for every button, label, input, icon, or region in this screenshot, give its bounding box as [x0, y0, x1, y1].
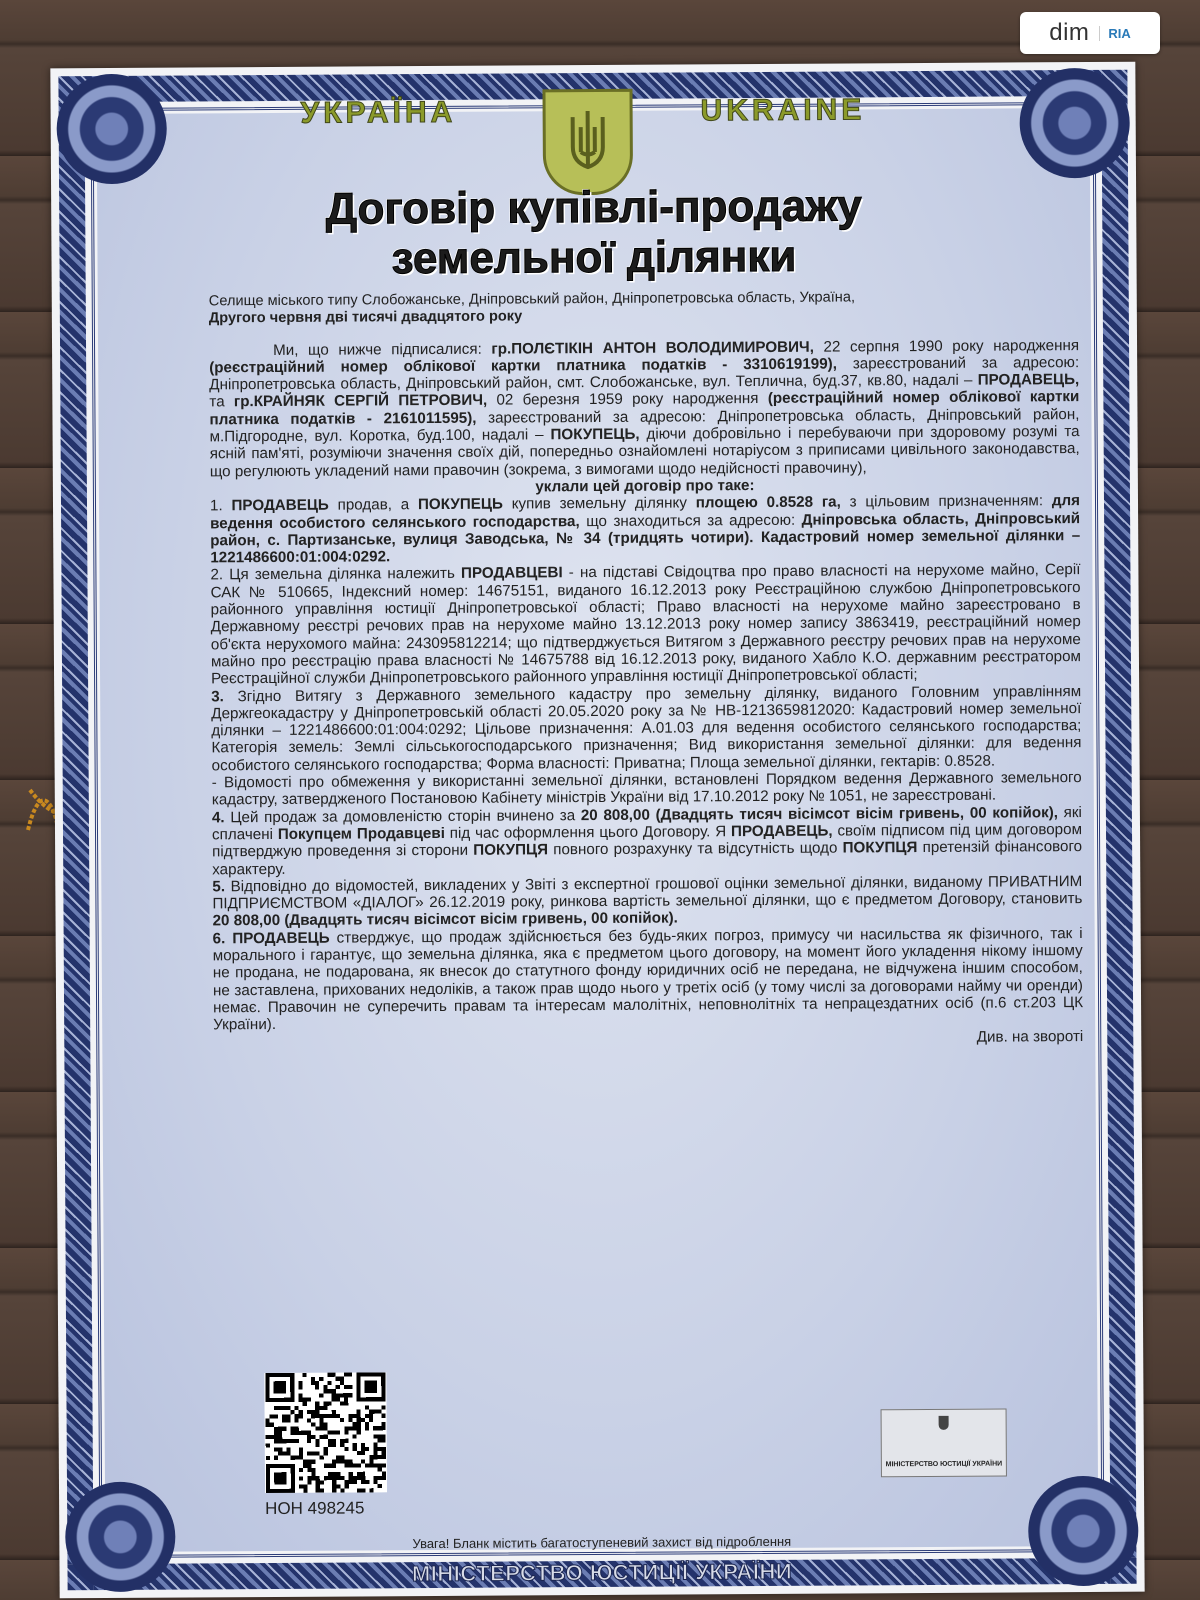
clause-paragraph: [213, 925, 1084, 1034]
intro-run: (реєстраційний номер облікової картки платника податків - 3310619199),: [209, 355, 837, 377]
clause-run: 4.: [211, 808, 225, 826]
clause-run: стверджує, що продаж здійснюється без будь-яких погроз, примусу чи насильства як фізичного, так і морального і гарантує, що земельна ділянка, яка є предметом цього договору, на момент його укладення нікому іншому не продана, не подарована, як внесок до статутного фонду юридичних осіб не передана, не відчужена іншим способом, не заставлена, прихованих недоліків, а також прав щодо нього у третіх осіб (у тому числі за договорами найму чи оренди) немає. Правочин не суперечить правам та інтересам малолітніх, неповнолітніх та непрацездатних осіб (п.6 ст.203 ЦК України).: [212, 924, 1084, 1034]
hologram-stamp: [881, 1409, 1007, 1478]
intro-paragraph: [209, 337, 1080, 481]
intro-run: зареєстрований за адресою: Дніпропетровська область, Дніпровський район, м.Підгородне, вул. Коротка, буд.100, надалі –: [209, 405, 1080, 446]
place-line: Селище міського типу Слобожанське, Дніпровський район, Дніпропетровська область, Україна,: [208, 289, 856, 310]
clause-run: 20 808,00 (Двадцять тисяч вісімсот вісім гривень, 00 копійок).: [212, 909, 678, 930]
clause-run: 6. ПРОДАВЕЦЬ: [212, 929, 330, 948]
clause-paragraph: [210, 492, 1080, 567]
qr-code-icon: [264, 1372, 387, 1493]
corner-ornament-icon: [56, 74, 167, 185]
clause-run: під час оформлення цього Договору. Я: [444, 823, 732, 842]
clause-run: - Відомості про обмеження у використанні земельної ділянки, встановлені Порядком ведення Державного земельного кадастру, затвердженого Постановою Кабінету міністрів України від 17.10.2012 року № 1051, не зареєстровані.: [211, 769, 1082, 809]
clause-run: продав, а: [328, 496, 419, 514]
clause-run: - на підставі Свідоцтва про право власності на нерухоме майно, Серії САК № 510665, Індексний номер: 14675151, виданого 16.12.2013 року Реєстраційною службою Дніпропетровського районного управління юстиції Дніпропетровської області; Право власності на нерухоме майно зареєстровано в Державному реєстрі речових прав на нерухоме майно 13.12.2013 року номер запису 3863419, реєстраційний номер об'єкта нерухомого майна: 243095812214; що підтверджується Витягом з Державного реєстру речових прав на нерухоме майно про реєстрацію права власності № 14675788 від 16.12.2013 року, виданого Хабло К.О. державним реєстратором Реєстраційної служби Дніпропетровського районного управління юстиції Дніпропетровської області;: [210, 561, 1082, 688]
clause-paragraph: [211, 683, 1082, 775]
corner-ornament-icon: [1019, 68, 1130, 179]
intro-run: (реєстраційний номер облікової картки платника податків - 2161011595),: [209, 388, 1080, 429]
clause-run: 1.: [209, 497, 232, 515]
contract-body: [209, 288, 1084, 1051]
clause-run: Згідно Витягу з Державного земельного кадастру про земельну ділянку, виданого Головним управлінням Держгеокадастру у Дніпропетровській області 20.05.2020 року за № НВ-1213659812020: Кадастровий номер земельної ділянки – 1221486600:01:004:0292; Цільове призначення: А.01.03 для ведення особистого селянського господарства; Категорія земель: Землі сільськогосподарського призначення; Вид використання земельної ділянки: для ведення особистого селянського господарства; Форма власності: Приватна; Площа земельної ділянки, гектарів: 0.8528.: [211, 682, 1082, 775]
intro-run: Ми, що нижче підписалися:: [273, 340, 492, 359]
clause-run: ПРОДАВЕЦЬ,: [730, 822, 833, 841]
agreed-heading: уклали цей договір про таке:: [535, 477, 755, 496]
clause-run: ПОКУПЦЯ: [473, 841, 549, 859]
continued-note: Див. на звороті: [976, 1028, 1084, 1047]
clause-run: які сплачені: [211, 803, 1082, 844]
document-title-line2: земельної ділянки: [391, 231, 797, 284]
clause-run: 5.: [212, 878, 226, 896]
clause-run: що знаходиться за адресою:: [579, 511, 802, 530]
contract-document: [50, 62, 1144, 1599]
clause-run: своїм підписом під цим договором підтверджую проведення зі сторони: [212, 820, 1083, 861]
clauses-list: [210, 492, 1083, 1034]
intro-run: гр.КРАЙНЯК СЕРГІЙ ПЕТРОВИЧ,: [233, 392, 488, 411]
intro-run: 02 березня 1959 року народження: [487, 390, 768, 410]
header-ukraine-en: UKRAINE: [700, 93, 866, 128]
clause-paragraph: [212, 804, 1082, 879]
intro-run: діючи добровільно і перебуваючи при здоровому розумі та ясній пам'яті, розуміючи значення своїх дій, попередньо ознайомлені нотаріусом з приписами цивільного законодавства, що регулюють укладений нами правочин (зокрема, з вимогами щодо недійсності правочину),: [209, 423, 1080, 481]
date-line: Другого червня дві тисячі двадцятого року: [208, 308, 523, 327]
clause-run: повного розрахунку та відсутність щодо: [547, 839, 843, 859]
intro-run: гр.ПОЛЄТІКІН АНТОН ВОЛОДИМИРОВИЧ,: [491, 338, 814, 358]
clause-run: 3.: [211, 687, 224, 705]
trident-crest-icon: [542, 89, 633, 196]
document-title-line1: Договір купівлі-продажу: [325, 181, 862, 234]
clause-run: Покупцем Продавцеві: [277, 824, 445, 843]
header-ukraine-ua: УКРАЇНА: [300, 95, 457, 130]
clause-run: з цільовим призначенням:: [840, 492, 1052, 511]
clause-run: Відповідно до відомостей, викладених у Звіті з експертної грошової оцінки земельної ділянки, виданому ПРИВАТНИМ ПІДПРИЄМСТВОМ «ДІАЛОГ» 26.12.2019 року, ринкова вартість земельної ділянки, що є предметом Договору, становить: [212, 872, 1083, 913]
intro-run: та: [209, 393, 234, 411]
clause-run: 2. Ця земельна ділянка належить: [210, 565, 462, 584]
clause-run: ПРОДАВЦЕВІ: [460, 564, 563, 583]
clause-run: площею 0.8528 га,: [695, 493, 841, 512]
trident-small-icon: [939, 1416, 949, 1430]
clause-run: ПРОДАВЕЦЬ: [231, 496, 329, 515]
clause-run: 20 808,00 (Двадцять тисяч вісімсот вісім гривень, 00 копійок),: [580, 803, 1058, 824]
clause-run: Цей продаж за домовленістю сторін вчинено за: [224, 806, 581, 826]
clause-paragraph: [212, 769, 1082, 809]
watermark-brand: dim: [1049, 19, 1090, 46]
site-watermark: [1020, 12, 1160, 54]
watermark-sub: RIA: [1099, 26, 1130, 41]
intro-run: ПРОДАВЕЦЬ,: [977, 371, 1080, 389]
intro-run: ПОКУПЕЦЬ,: [550, 425, 640, 444]
intro-run: зареєстрований за адресою: Дніпропетровська область, Дніпровський район, смт. Слобожанське, вул. Теплична, буд.37, кв.80, надалі –: [209, 353, 1080, 394]
clause-run: Дніпровська область, Дніпровський район, с. Партизанське, вулиця Заводська, № 34 (тридцять чотири). Кадастровий номер земельної ділянки – 1221486600:01:004:0292.: [210, 509, 1081, 567]
intro-run: 22 серпня 1990 року народження: [813, 336, 1080, 356]
clause-run: претензій фінансового характеру.: [212, 838, 1083, 878]
forgery-warning: Увага! Бланк містить багатоступеневий захист від підроблення: [412, 1533, 792, 1552]
clause-run: ПОКУПЕЦЬ: [417, 495, 503, 514]
blank-serial-number: НОН 498245: [265, 1498, 365, 1519]
ministry-footer: МІНІСТЕРСТВО ЮСТИЦІЇ УКРАЇНИ: [411, 1558, 793, 1587]
clause-paragraph: [210, 561, 1081, 687]
clause-paragraph: [212, 873, 1082, 930]
stamp-label: МІНІСТЕРСТВО ЮСТИЦІЇ УКРАЇНИ: [885, 1460, 1003, 1469]
clause-run: для ведення особистого селянського господарства,: [210, 492, 1081, 532]
clause-run: ПОКУПЦЯ: [842, 839, 918, 857]
clause-run: купив земельну ділянку: [502, 494, 696, 513]
